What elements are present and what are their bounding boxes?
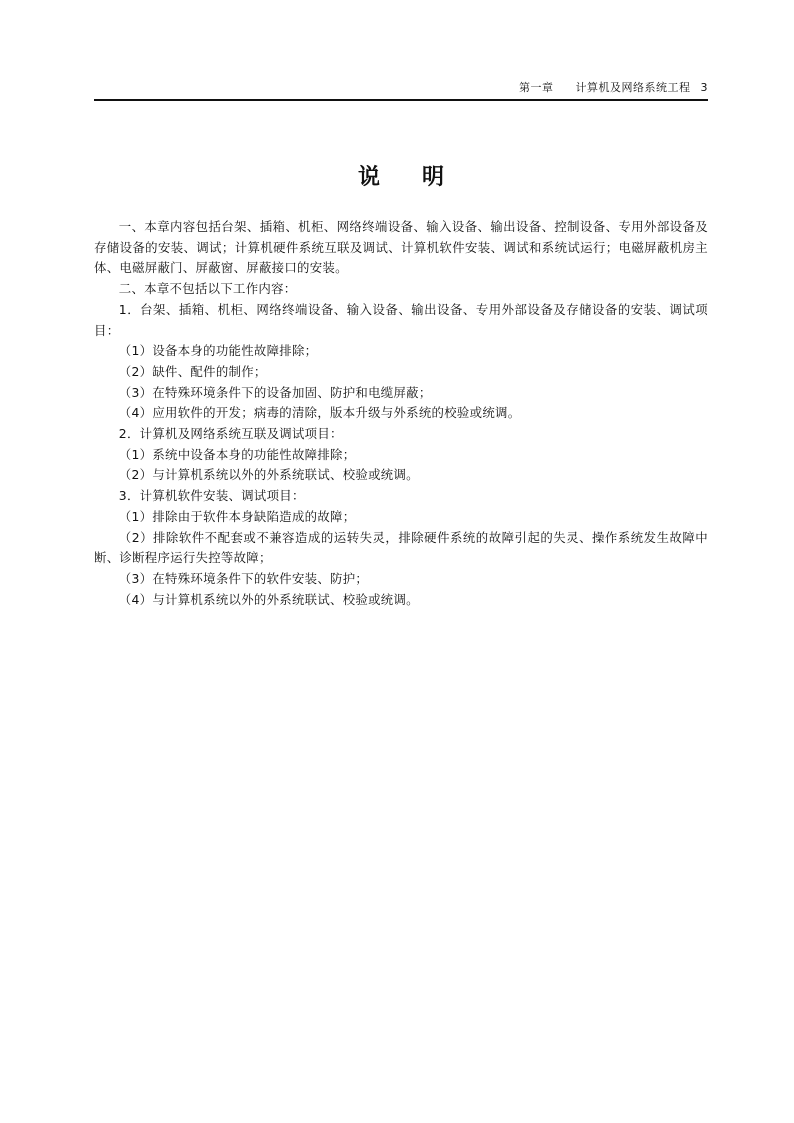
paragraph: （2）缺件、配件的制作； [118,363,267,379]
page-title: 说明 [357,164,486,190]
paragraph: （1）设备本身的功能性故障排除； [118,343,318,359]
paragraph: 一、本章内容包括台架、插箱、机柜、网络终端设备、输入设备、输出设备、控制设备、专用外部设备及存储设备的安装、调试；计算机硬件系统互联及调试、计算机软件安装、调试和系统试运行；电磁屏蔽机房主体、电磁屏蔽门、屏蔽窗、屏蔽接口的安装。 [94,219,708,276]
header-chapter-label: 第一章 [519,81,554,94]
page-number: 3 [700,80,708,94]
body-text [94,217,708,610]
paragraph: （4）与计算机系统以外的外系统联试、校验或统调。 [118,591,419,607]
paragraph: 3．计算机软件安装、调试项目： [118,488,305,504]
paragraph: （2）排除软件不配套或不兼容造成的运转失灵，排除硬件系统的故障引起的失灵、操作系统发生故障中断、诊断程序运行失控等故障； [94,529,708,566]
header-rule [94,99,708,101]
paragraph: 2．计算机及网络系统互联及调试项目： [118,426,343,442]
paragraph: （1）排除由于软件本身缺陷造成的故障； [118,508,356,524]
header-chapter-title: 计算机及网络系统工程 [575,81,691,94]
paragraph: （2）与计算机系统以外的外系统联试、校验或统调。 [118,467,419,483]
paragraph: （3）在特殊环境条件下的软件安装、防护； [118,570,369,586]
paragraph: （4）应用软件的开发；病毒的清除，版本升级与外系统的校验或统调。 [118,405,521,421]
paragraph: 1．台架、插箱、机柜、网络终端设备、输入设备、输出设备、专用外部设备及存储设备的安装、调试项目： [94,301,708,338]
paragraph: （3）在特殊环境条件下的设备加固、防护和电缆屏蔽； [118,384,432,400]
paragraph: 二、本章不包括以下工作内容： [118,281,297,297]
running-header [94,77,708,97]
paragraph: （1）系统中设备本身的功能性故障排除； [118,446,356,462]
